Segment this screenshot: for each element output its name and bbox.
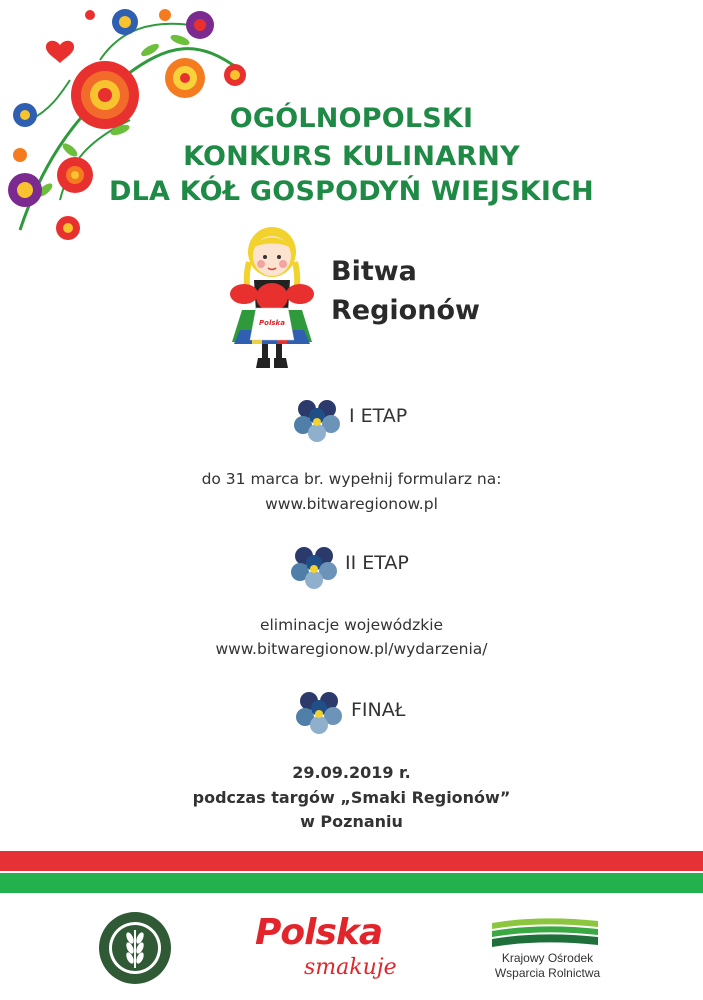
wheat-emblem-icon	[97, 910, 173, 986]
red-stripe	[0, 851, 703, 871]
stage-1-url[interactable]: www.bitwaregionow.pl	[265, 495, 438, 513]
title-line-2: KONKURS KULINARNY	[183, 141, 520, 172]
polska-smakuje-logo: Polska	[255, 912, 383, 953]
title-line-1: OGÓLNOPOLSKI	[229, 103, 474, 134]
final-date: 29.09.2019 r.	[292, 763, 411, 782]
polska-smakuje-logo-sub: smakuje	[304, 955, 397, 980]
stage-label-2: II ETAP	[345, 552, 409, 574]
brand-line-1: Bitwa	[331, 256, 417, 287]
kowr-logo-icon	[490, 915, 602, 949]
stage-flower-icon	[293, 396, 341, 442]
apron-logo-text: Polska	[259, 319, 285, 327]
final-event: podczas targów „Smaki Regionów”	[192, 788, 511, 807]
stage-1-text-line-1: do 31 marca br. wypełnij formularz na:	[201, 470, 502, 488]
title-line-3: DLA KÓŁ GOSPODYŃ WIEJSKICH	[109, 176, 594, 207]
stage-label-1: I ETAP	[349, 405, 408, 427]
kowr-logo-line-1: Krajowy Ośrodek	[501, 951, 594, 965]
kowr-logo-line-2: Wsparcia Rolnictwa	[494, 966, 601, 980]
stage-flower-icon	[290, 543, 338, 589]
green-stripe	[0, 873, 703, 893]
stage-2-url[interactable]: www.bitwaregionow.pl/wydarzenia/	[215, 640, 488, 658]
brand-line-2: Regionów	[331, 295, 480, 326]
stage-label-final: FINAŁ	[351, 699, 406, 721]
final-location: w Poznaniu	[300, 812, 403, 831]
folk-girl-mascot	[222, 222, 322, 372]
stage-2-text-line-1: eliminacje wojewódzkie	[259, 616, 444, 634]
stage-flower-icon	[295, 688, 343, 734]
